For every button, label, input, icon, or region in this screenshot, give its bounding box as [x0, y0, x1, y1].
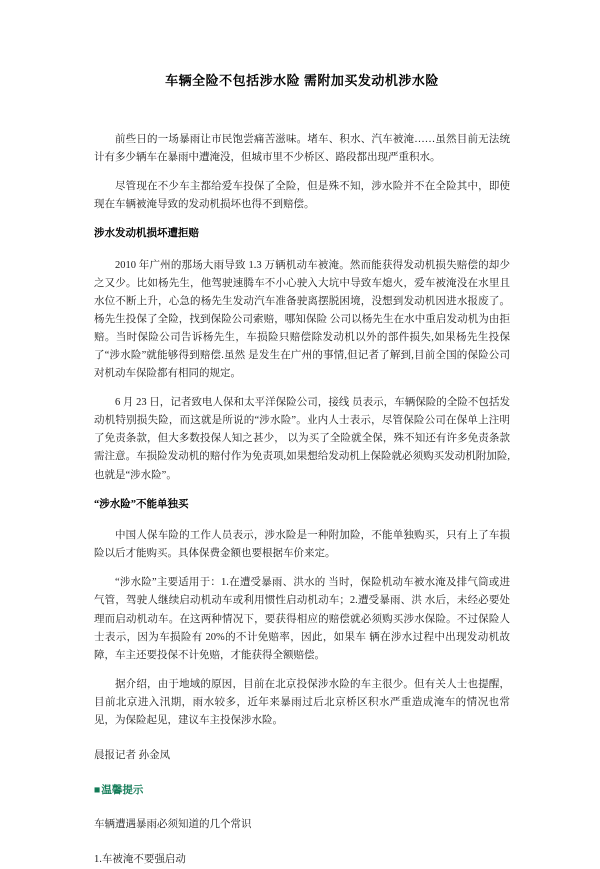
tip-heading: 车辆遭遇暴雨必须知道的几个常识	[94, 819, 252, 831]
section1-paragraph-1: 2010 年广州的那场大雨导致 1.3 万辆机动车被淹。然而能获得发动机损失赔偿的却少之又少。比如杨先生，他驾驶速腾车不小心驶入大坑中导致车熄火，爱车被淹没在水里且水位不断上升，心急的杨先生发动汽车准备驶离摆脱困境，没想到发动机因进水报废了。杨先生投保了全险，找到保险公司索赔，哪知保险 公司以杨先生在水中重启发动机为由拒赔。当时保险公司告诉杨先生，车损险只赔偿除发动机以外的部件损失,如果杨先生投保了“涉水险”就能够得到赔偿.虽然 是发生在广州的事情,但记者了解到,目前全国的保险公司对机动车保险都有相同的规定。	[94, 259, 510, 380]
tip-square-icon: ■	[94, 784, 101, 796]
section2-heading: “涉水险”不能单独买	[94, 498, 189, 510]
intro-paragraph-1: 前些日的一场暴雨让市民饱尝痛苦滋味。堵车、积水、汽车被淹……虽然目前无法统计有多少辆车在暴雨中遭淹没，但城市里不少桥区、路段都出现严重积水。	[94, 134, 510, 164]
byline: 晨报记者 孙金凤	[94, 749, 171, 761]
section2-paragraph-3: 据介绍，由于地域的原因，目前在北京投保涉水险的车主很少。但有关人士也提醒，目前北京进入汛期，雨水较多，近年来暴雨过后北京桥区积水严重造成淹车的情况也常见，为保险起见，建议车主投保涉水险。	[94, 678, 510, 726]
tip-header	[94, 783, 510, 800]
intro-paragraph-2: 尽管现在不少车主都给爱车投保了全险，但是殊不知，涉水险并不在全险其中，即使现在车辆被淹导致的发动机损坏也得不到赔偿。	[94, 181, 510, 211]
section1-paragraph-2: 6 月 23 日，记者致电人保和太平洋保险公司，接线 员表示，车辆保险的全险不包括发动机特别损失险，而这就是所说的“涉水险”。业内人士表示，尽管保险公司在保单上注明了免责条款，但大多数投保人知之甚少， 以为买了全险就全保，殊不知还有许多免责条款需注意。车损险发动机的赔付作为免责项,如果想给发动机上保险就必须购买发动机附加险,也就是“涉水险”。	[94, 397, 510, 481]
tip-label: 温馨提示	[101, 784, 144, 796]
section2-paragraph-1: 中国人保车险的工作人员表示，涉水险是一种附加险，不能单独购买，只有上了车损险以后才能购买。具体保费金额也要根据车价来定。	[94, 530, 510, 560]
tip-item-1: 1.车被淹不要强启动	[94, 854, 186, 866]
section1-heading: 涉水发动机损坏遭拒赔	[94, 228, 199, 240]
section2-paragraph-2: “涉水险”主要适用于：1.在遭受暴雨、洪水的 当时，保险机动车被水淹及排气筒或进气管，驾驶人继续启动机动车或利用惯性启动机动车；2.遭受暴雨、洪 水后，未经必要处理而启动机动车。在这两种情况下，要获得相应的赔偿就必须购买涉水保险。不过保险人士表示，因为车损险有 20%的不计免赔率，因此，如果车 辆在涉水过程中出现发动机故障，车主还要投保不计免赔，才能获得全额赔偿。	[94, 577, 510, 661]
article-title: 车辆全险不包括涉水险 需附加买发动机涉水险	[165, 73, 439, 88]
